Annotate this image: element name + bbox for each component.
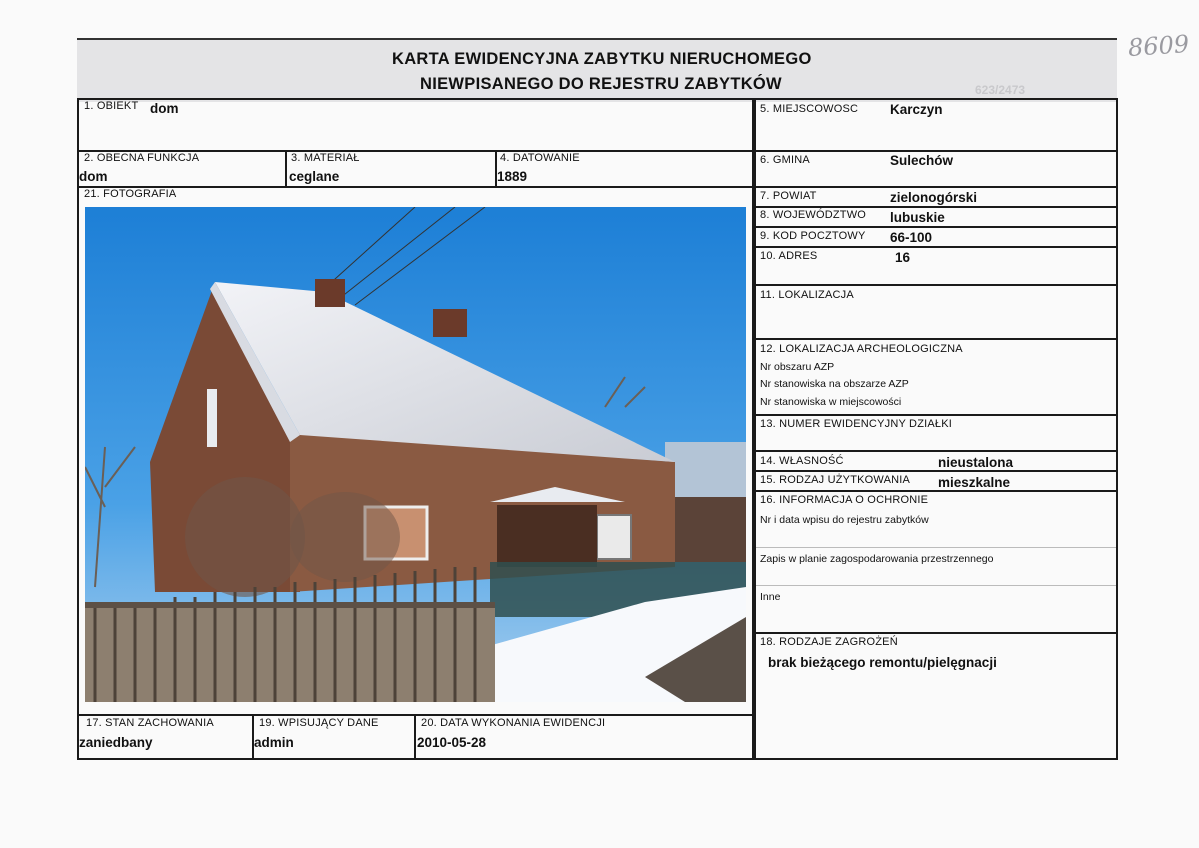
ochrona-divider1 — [756, 547, 1116, 548]
ochrona-line3: Inne — [760, 591, 781, 603]
handwritten-note: 8609 — [1127, 29, 1190, 63]
datowanie-label: 4. DATOWANIE — [500, 152, 580, 164]
rodzaj-label: 15. RODZAJ UŻYTKOWANIA — [760, 474, 911, 486]
datowanie-value: 1889 — [497, 169, 528, 184]
wpisujacy-label: 19. WPISUJĄCY DANE — [259, 717, 379, 729]
wojewodztwo-value: lubuskie — [890, 210, 945, 225]
funkcja-label: 2. OBECNA FUNKCJA — [84, 152, 200, 164]
ochrona-divider2 — [756, 585, 1116, 586]
data-label: 20. DATA WYKONANIA EWIDENCJI — [421, 717, 606, 729]
arch-label: 12. LOKALIZACJA ARCHEOLOGICZNA — [760, 343, 963, 355]
obiekt-value: dom — [150, 101, 179, 116]
lokalizacja-label: 11. LOKALIZACJA — [760, 289, 854, 301]
obiekt-label: 1. OBIEKT — [84, 100, 139, 112]
gmina-label: 6. GMINA — [760, 154, 810, 166]
stan-value: zaniedbany — [79, 735, 153, 750]
field-obiekt — [77, 98, 754, 152]
adres-value: 16 — [895, 250, 911, 265]
material-label: 3. MATERIAŁ — [291, 152, 360, 164]
powiat-value: zielonogórski — [890, 190, 978, 205]
wpisujacy-value: admin — [254, 735, 294, 750]
arch-line1: Nr obszaru AZP — [760, 361, 835, 373]
funkcja-value: dom — [79, 169, 108, 184]
fotografia-label: 21. FOTOGRAFIA — [84, 188, 177, 200]
data-value: 2010-05-28 — [417, 735, 487, 750]
wojewodztwo-label: 8. WOJEWÓDZTWO — [760, 209, 867, 221]
miejscowosc-label: 5. MIEJSCOWOSC — [760, 103, 859, 115]
ochrona-label: 16. INFORMACJA O OCHRONIE — [760, 494, 929, 506]
kod-label: 9. KOD POCZTOWY — [760, 230, 866, 242]
gmina-value: Sulechów — [890, 153, 954, 168]
ochrona-line1: Nr i data wpisu do rejestru zabytków — [760, 514, 929, 526]
powiat-label: 7. POWIAT — [760, 190, 817, 202]
arch-line3: Nr stanowiska w miejscowości — [760, 396, 902, 408]
record-number: 623/2473 — [975, 83, 1026, 97]
rodzaj-value: mieszkalne — [938, 475, 1011, 490]
form-title-line2: NIEWPISANEGO DO REJESTRU ZABYTKÓW — [420, 75, 782, 93]
arch-line2: Nr stanowiska na obszarze AZP — [760, 378, 909, 390]
adres-label: 10. ADRES — [760, 250, 818, 262]
miejscowosc-value: Karczyn — [890, 102, 943, 117]
dzialka-label: 13. NUMER EWIDENCYJNY DZIAŁKI — [760, 418, 953, 430]
field-zagrozenia — [754, 632, 1118, 760]
ochrona-line2: Zapis w planie zagospodarowania przestrzennego — [760, 553, 994, 565]
wlasnosc-label: 14. WŁASNOŚĆ — [760, 455, 844, 467]
wlasnosc-value: nieustalona — [938, 455, 1014, 470]
zagrozenia-value: brak bieżącego remontu/pielęgnacji — [768, 655, 997, 670]
stan-label: 17. STAN ZACHOWANIA — [86, 717, 214, 729]
zagrozenia-label: 18. RODZAJE ZAGROŻEŃ — [760, 636, 898, 648]
house-photo — [85, 207, 746, 702]
material-value: ceglane — [289, 169, 340, 184]
form-title-line1: KARTA EWIDENCYJNA ZABYTKU NIERUCHOMEGO — [392, 50, 812, 68]
kod-value: 66-100 — [890, 230, 933, 245]
